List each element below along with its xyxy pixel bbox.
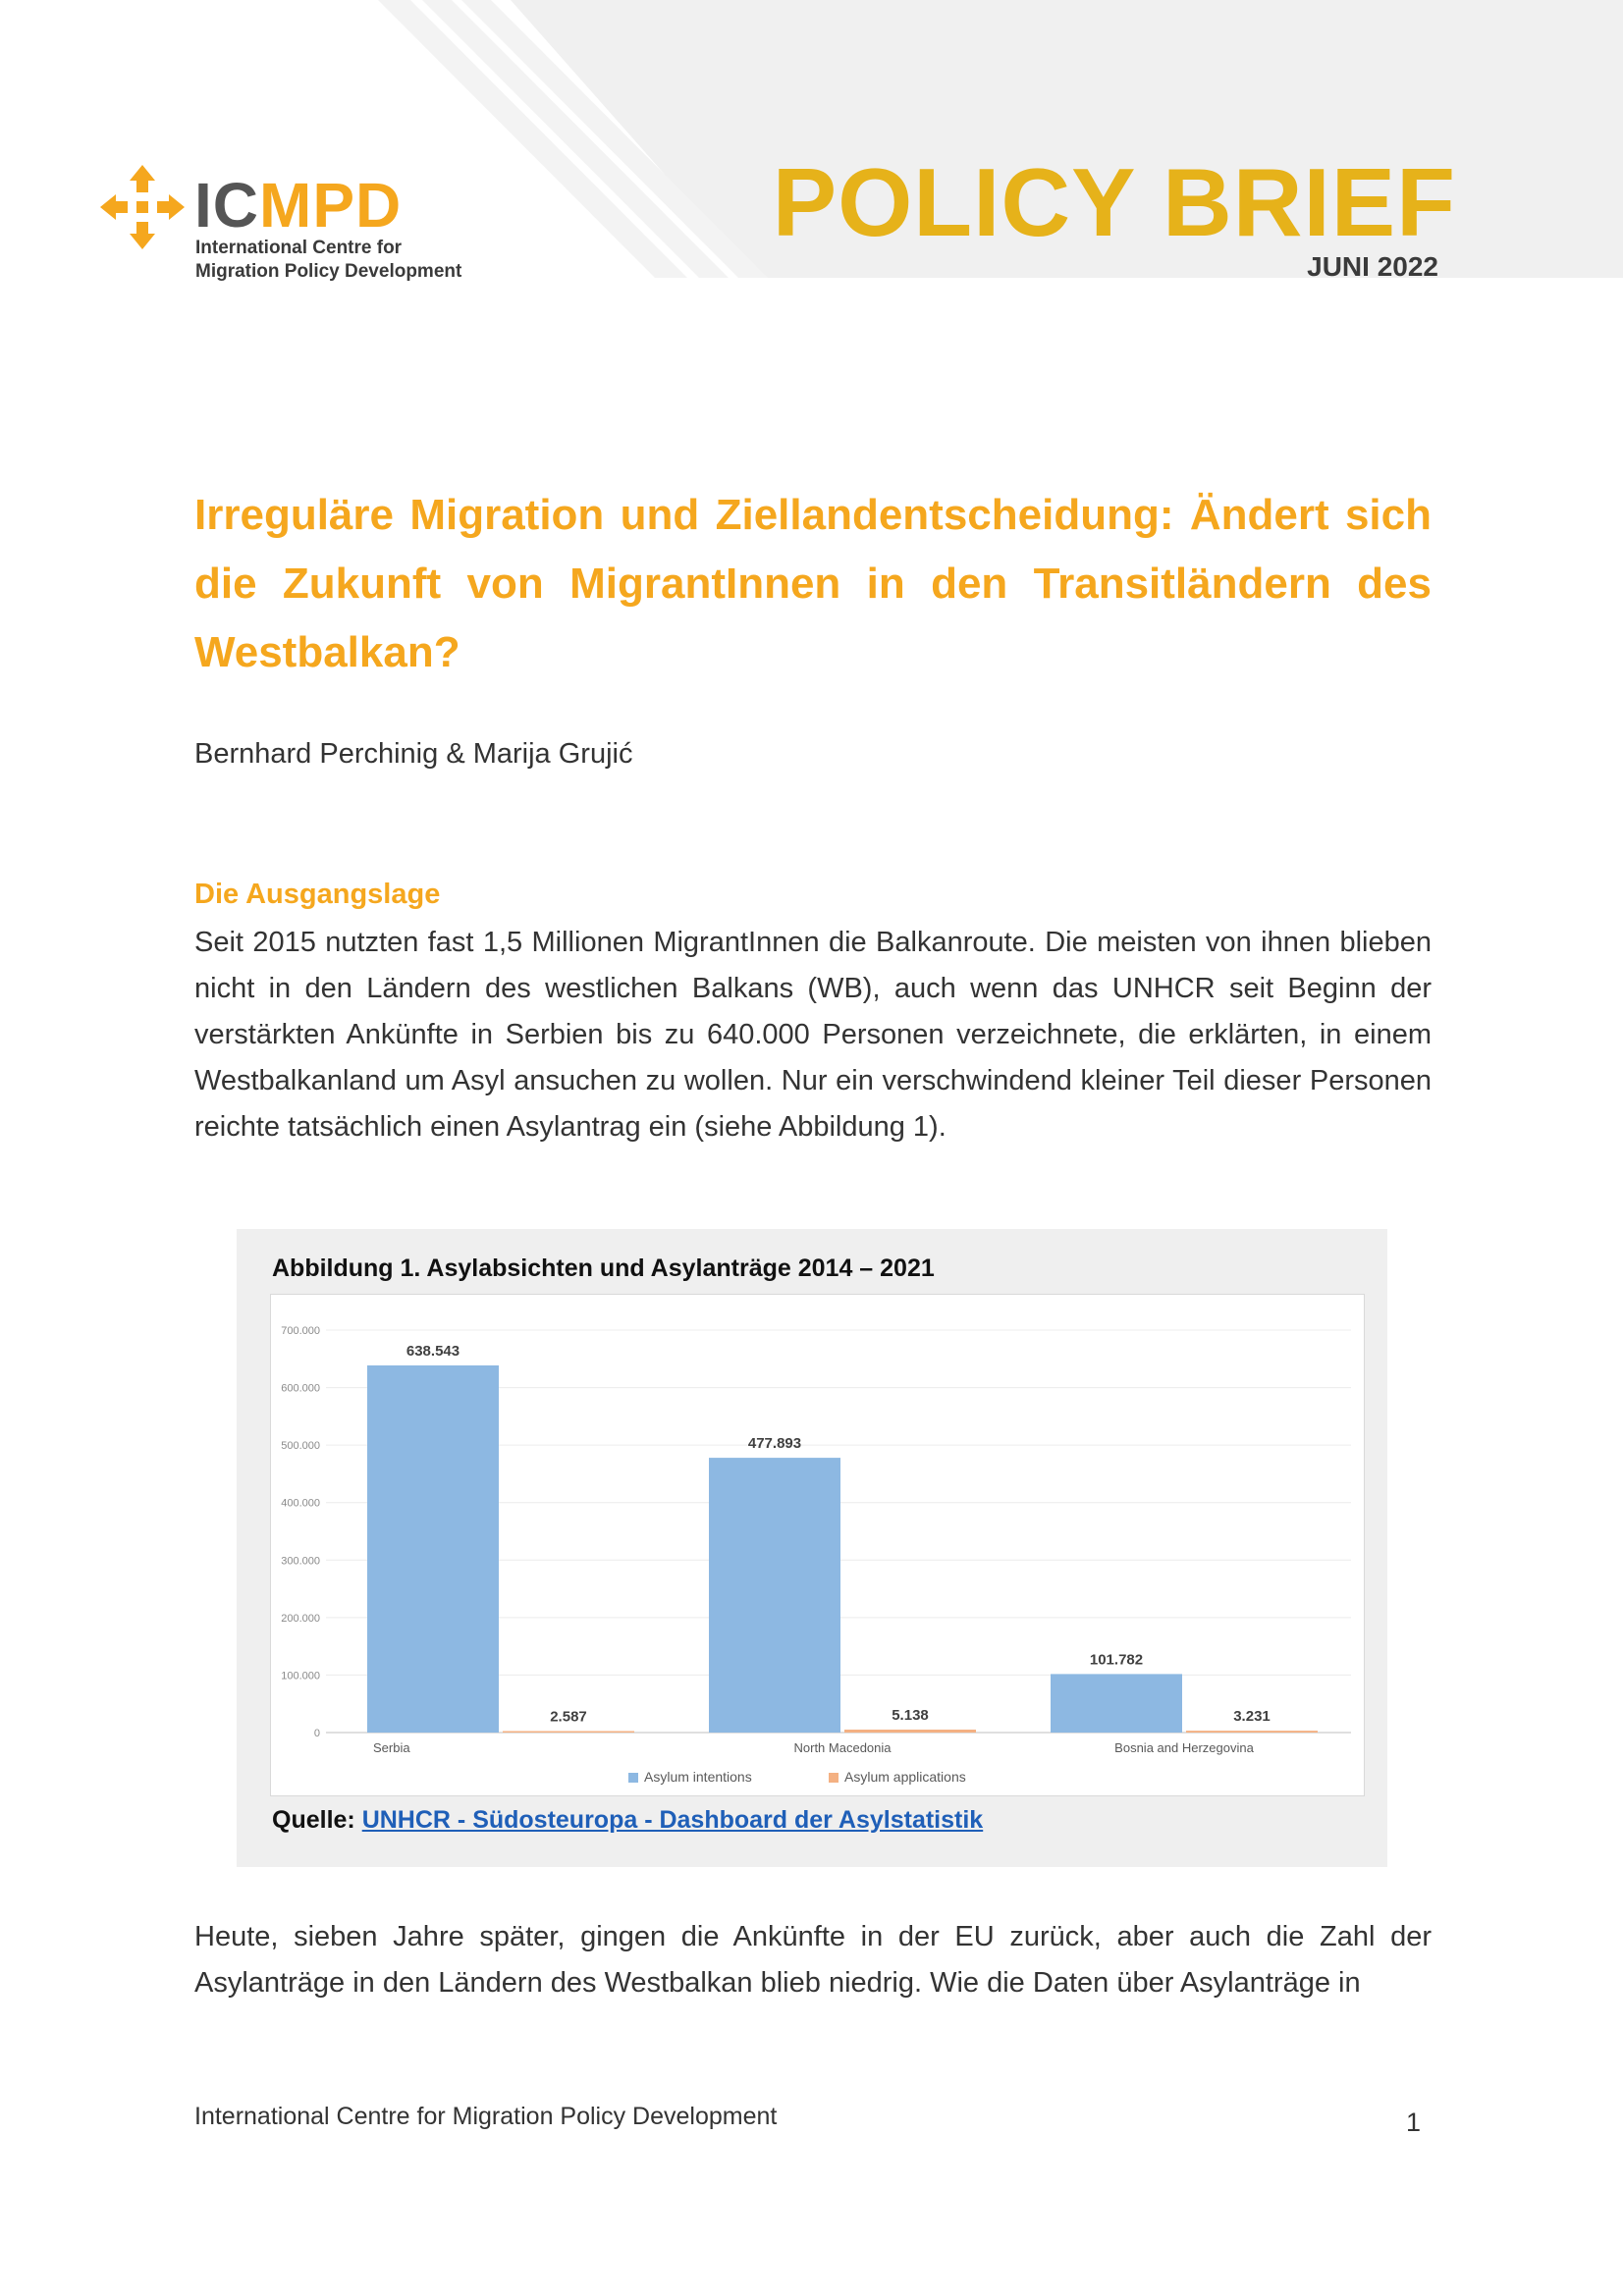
compass-arrows-icon xyxy=(98,163,187,251)
footer-organization: International Centre for Migration Policy Development xyxy=(194,2103,778,2130)
y-tick-label: 500.000 xyxy=(281,1440,320,1453)
x-category-label: Serbia xyxy=(373,1740,410,1755)
source-link[interactable]: UNHCR - Südosteuropa - Dashboard der Asylstatistik xyxy=(361,1806,984,1834)
icmpd-logo xyxy=(98,157,471,294)
bar-asylum-applications xyxy=(1186,1731,1318,1733)
figure-caption: Abbildung 1. Asylabsichten und Asylanträge 2014 – 2021 xyxy=(272,1255,935,1282)
source-label: Quelle: xyxy=(272,1806,355,1834)
y-tick-label: 200.000 xyxy=(281,1612,320,1625)
figure-box xyxy=(237,1229,1387,1867)
logo-line-2: Migration Policy Development xyxy=(195,261,462,282)
data-label: 3.231 xyxy=(1233,1708,1271,1726)
data-label: 477.893 xyxy=(747,1435,802,1453)
bar-asylum-intentions xyxy=(367,1365,499,1733)
bar-asylum-intentions xyxy=(709,1458,840,1733)
data-label: 2.587 xyxy=(550,1708,587,1726)
bar-asylum-applications xyxy=(503,1731,634,1733)
x-category-label: Bosnia and Herzegovina xyxy=(1114,1740,1254,1755)
y-tick-label: 100.000 xyxy=(281,1670,320,1682)
logo-line-1: International Centre for xyxy=(195,238,403,258)
bar-chart xyxy=(270,1294,1365,1796)
legend-swatch-intentions xyxy=(628,1773,638,1783)
bar-asylum-applications xyxy=(844,1730,976,1733)
y-tick-label: 400.000 xyxy=(281,1497,320,1510)
page-title: Irreguläre Migration und Ziellandentscheidung: Ändert sich die Zukunft von MigrantInnen in den Transitländern des Westbalkan? xyxy=(194,491,1432,676)
paragraph-2: Heute, sieben Jahre später, gingen die Ankünfte in der EU zurück, aber auch die Zahl der Asylanträge in den Ländern des Westbalkan blieb niedrig. Wie die Daten über Asylanträge in xyxy=(194,1921,1432,1999)
authors: Bernhard Perchinig & Marija Grujić xyxy=(194,738,633,770)
legend-swatch-applications xyxy=(829,1773,839,1783)
document-type-title: POLICY BRIEF xyxy=(772,148,1456,256)
y-tick-label: 600.000 xyxy=(281,1382,320,1395)
page-number: 1 xyxy=(1406,2108,1422,2137)
x-category-label: North Macedonia xyxy=(793,1740,892,1755)
data-label: 638.543 xyxy=(406,1342,460,1360)
paragraph-1: Seit 2015 nutzten fast 1,5 Millionen MigrantInnen die Balkanroute. Die meisten von ihnen blieben nicht in den Ländern des westlichen Balkans (WB), auch wenn das UNHCR seit Beginn der verstärkten Ankünfte in Serbien bis zu 640.000 Personen verzeichnete, die erklärten, in einem Westbalkanland um Asyl ansuchen zu wollen. Nur ein verschwindend kleiner Teil dieser Personen reichte tatsächlich einen Asylantrag ein (siehe Abbildung 1). xyxy=(194,927,1432,1143)
legend-label: Asylum applications xyxy=(844,1769,966,1785)
data-label: 101.782 xyxy=(1089,1651,1144,1669)
data-label: 5.138 xyxy=(892,1706,929,1724)
legend-label: Asylum intentions xyxy=(644,1769,752,1785)
figure-source xyxy=(272,1806,983,1835)
logo-wordmark: ICMPD xyxy=(194,170,403,240)
bar-asylum-intentions xyxy=(1051,1674,1182,1733)
y-tick-label: 300.000 xyxy=(281,1555,320,1568)
document-date: JUNI 2022 xyxy=(1307,251,1438,282)
y-tick-label: 0 xyxy=(313,1728,320,1739)
chart-svg xyxy=(271,1295,1364,1795)
section-heading: Die Ausgangslage xyxy=(194,879,441,910)
y-tick-label: 700.000 xyxy=(281,1325,320,1337)
